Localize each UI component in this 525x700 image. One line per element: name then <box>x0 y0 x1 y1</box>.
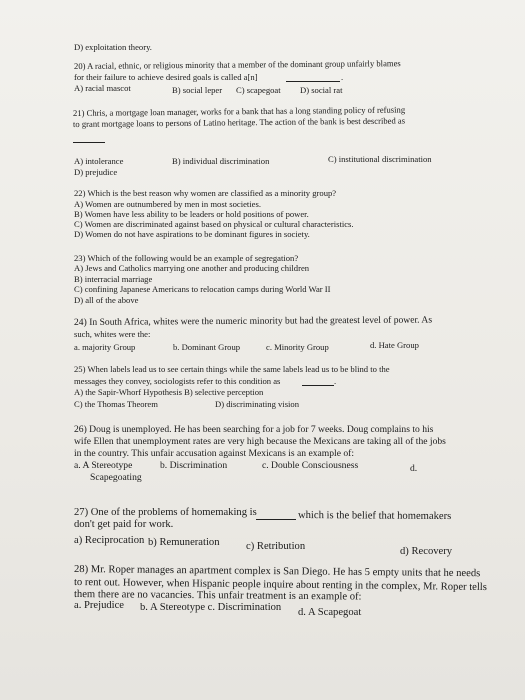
option-text: A) Jews and Catholics marrying one another and producing children <box>74 263 310 273</box>
option-text: d. <box>410 463 418 474</box>
answer-blank <box>256 519 296 520</box>
question-text: which is the belief that homemakers <box>297 510 452 523</box>
option-text: a. majority Group <box>74 342 136 352</box>
answer-blank <box>73 142 105 143</box>
option-text: B) interracial marriage <box>74 274 153 284</box>
answer-blank <box>302 385 334 386</box>
question-text: 21) Chris, a mortgage loan manager, works for a bank that has a long standing policy of refusing <box>72 104 406 118</box>
question-text: 27) One of the problems of homemaking is <box>74 507 257 518</box>
option-text: C) Women are discriminated against based on physical or cultural characteristics. <box>74 219 354 229</box>
question-text: such, whites were the: <box>74 329 151 339</box>
question-text: 24) In South Africa, whites were the numeric minority but had the greatest level of power. As <box>73 314 433 328</box>
option-text: B) social leper <box>172 85 223 95</box>
option-text: C) the Thomas Theorem <box>74 399 158 409</box>
option-text: B) Women have less ability to be leaders or hold positions of power. <box>74 209 309 219</box>
option-text: A) racial mascot <box>74 83 131 93</box>
question-text: wife Ellen that unemployment rates are very high because the Mexicans are taking all of the jobs <box>74 436 446 447</box>
question-text: 20) A racial, ethnic, or religious minority that a member of the dominant group unfairly blames <box>73 58 401 71</box>
option-text: A) Women are outnumbered by men in most societies. <box>74 199 261 209</box>
option-text: C) confining Japanese Americans to relocation camps during World War II <box>74 284 331 294</box>
option-text: D) exploitation theory. <box>74 42 152 52</box>
question-text: messages they convey, sociologists refer to this condition as <box>74 376 281 386</box>
question-text: 28) Mr. Roper manages an apartment complex is San Diego. He has 5 empty units that he needs <box>73 564 481 580</box>
answer-blank <box>286 81 340 82</box>
option-text: c. Double Consciousness <box>262 460 359 471</box>
question-text: in the country. This unfair accusation against Mexicans is an example of: <box>74 448 355 459</box>
question-text: don't get paid for work. <box>74 519 174 530</box>
option-text: b) Remuneration <box>148 537 220 548</box>
punctuation: . <box>334 376 337 386</box>
question-text: 22) Which is the best reason why women are classified as a minority group? <box>74 188 337 198</box>
option-text: a. Prejudice <box>74 600 125 611</box>
option-text: c. Minority Group <box>266 342 329 352</box>
option-text: D) all of the above <box>74 295 139 305</box>
punctuation: . <box>341 72 344 82</box>
option-text: d. Hate Group <box>370 340 419 350</box>
question-text: to grant mortgage loans to persons of Latino heritage. The action of the bank is best described as <box>72 115 406 129</box>
option-text: D) social rat <box>300 85 343 95</box>
option-text: D) Women do not have aspirations to be dominant figures in society. <box>74 229 310 239</box>
option-text: c) Retribution <box>246 541 306 552</box>
option-text: a) Reciprocation <box>74 535 145 546</box>
option-text: C) institutional discrimination <box>328 154 432 164</box>
question-text: 25) When labels lead us to see certain things while the same labels lead us to be blind to the <box>74 364 390 374</box>
option-text: d) Recovery <box>400 546 453 557</box>
option-text: D) prejudice <box>74 167 118 177</box>
question-text: 23) Which of the following would be an example of segregation? <box>74 253 299 263</box>
option-text: A) intolerance <box>74 156 124 166</box>
option-text: C) scapegoat <box>236 85 281 95</box>
option-text: b. Discrimination <box>160 460 228 471</box>
option-text: Scapegoating <box>90 472 142 483</box>
option-text: b. Dominant Group <box>173 342 241 352</box>
option-text: b. A Stereotype c. Discrimination <box>140 602 282 613</box>
question-text: to rent out. However, when Hispanic people inquire about renting in the complex, Mr. Roper tells <box>73 577 487 594</box>
option-text: d. A Scapegoat <box>298 607 362 618</box>
option-text: A) the Sapir-Whorf Hypothesis B) selective perception <box>74 387 264 397</box>
question-text: 26) Doug is unemployed. He has been searching for a job for 7 weeks. Doug complains to his <box>74 424 434 435</box>
option-text: a. A Stereotype <box>74 460 133 471</box>
option-text: D) discriminating vision <box>215 399 300 409</box>
question-text: for their failure to achieve desired goals is called a[n] <box>74 72 258 82</box>
question-text: them there are no vacancies. This unfair treatment is an example of: <box>73 589 362 603</box>
option-text: B) individual discrimination <box>172 156 270 166</box>
